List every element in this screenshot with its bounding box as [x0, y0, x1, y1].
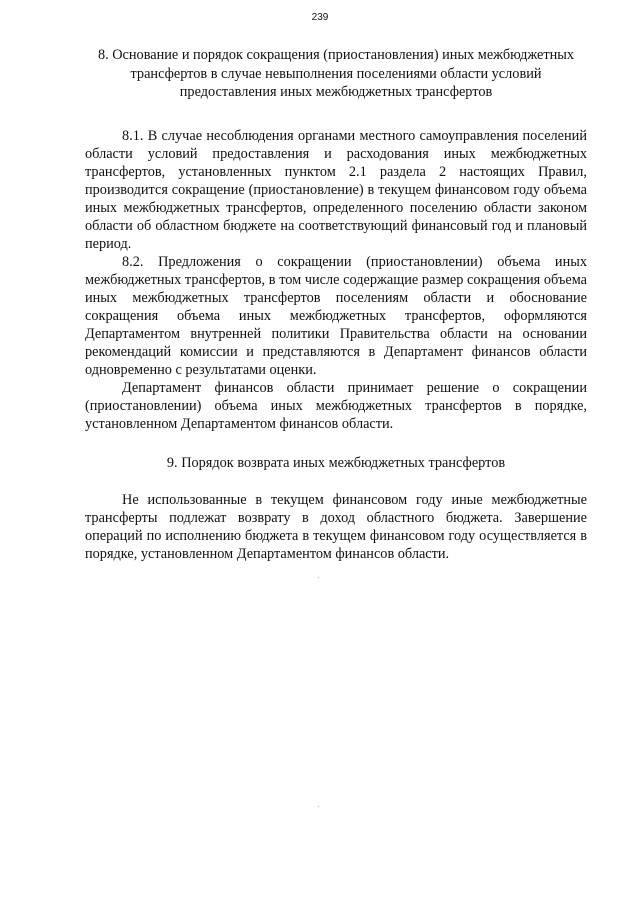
- page-number: 239: [311, 12, 329, 23]
- section-9-heading: 9. Порядок возврата иных межбюджетных трансфертов: [166, 454, 506, 471]
- paragraph-8-decision: Департамент финансов области принимает решение о сокращении (приостановлении) объема иных межбюджетных трансфертов в порядке, установленном Департаментом финансов области.: [85, 379, 587, 432]
- section-8-heading: 8. Основание и порядок сокращения (приостановления) иных межбюджетных трансфертов в случае невыполнения поселениями области условий предоставления иных межбюджетных трансфертов: [97, 47, 575, 100]
- document-body: [85, 46, 587, 563]
- paragraph-8-1: 8.1. В случае несоблюдения органами местного самоуправления поселений области условий предоставления и расходования иных межбюджетных трансфертов, установленных пунктом 2.1 раздела 2 настоящих Правил, производится сокращение (приостановление) в текущем финансовом году объема иных межбюджетных трансфертов, определенного поселению области законом области об областном бюджете на соответствующий финансовый год и плановый период.: [85, 127, 587, 252]
- scan-speck: [318, 806, 319, 807]
- paragraph-9-return: Не использованные в текущем финансовом году иные межбюджетные трансферты подлежат возврату в доход областного бюджета. Завершение операций по исполнению бюджета в текущем финансовом году осуществляется в порядке, установленном Департаментом финансов области.: [85, 492, 587, 562]
- paragraph-8-2: 8.2. Предложения о сокращении (приостановлении) объема иных межбюджетных трансфертов, в том числе содержащие размер сокращения объема иных межбюджетных трансфертов поселениям области и обоснование сокращения объема иных межбюджетных трансфертов, оформляются Департаментом внутренней политики Правительства области на основании рекомендаций комиссии и представляются в Департамент финансов области одновременно с результатами оценки.: [85, 253, 587, 378]
- scan-speck: [318, 577, 319, 578]
